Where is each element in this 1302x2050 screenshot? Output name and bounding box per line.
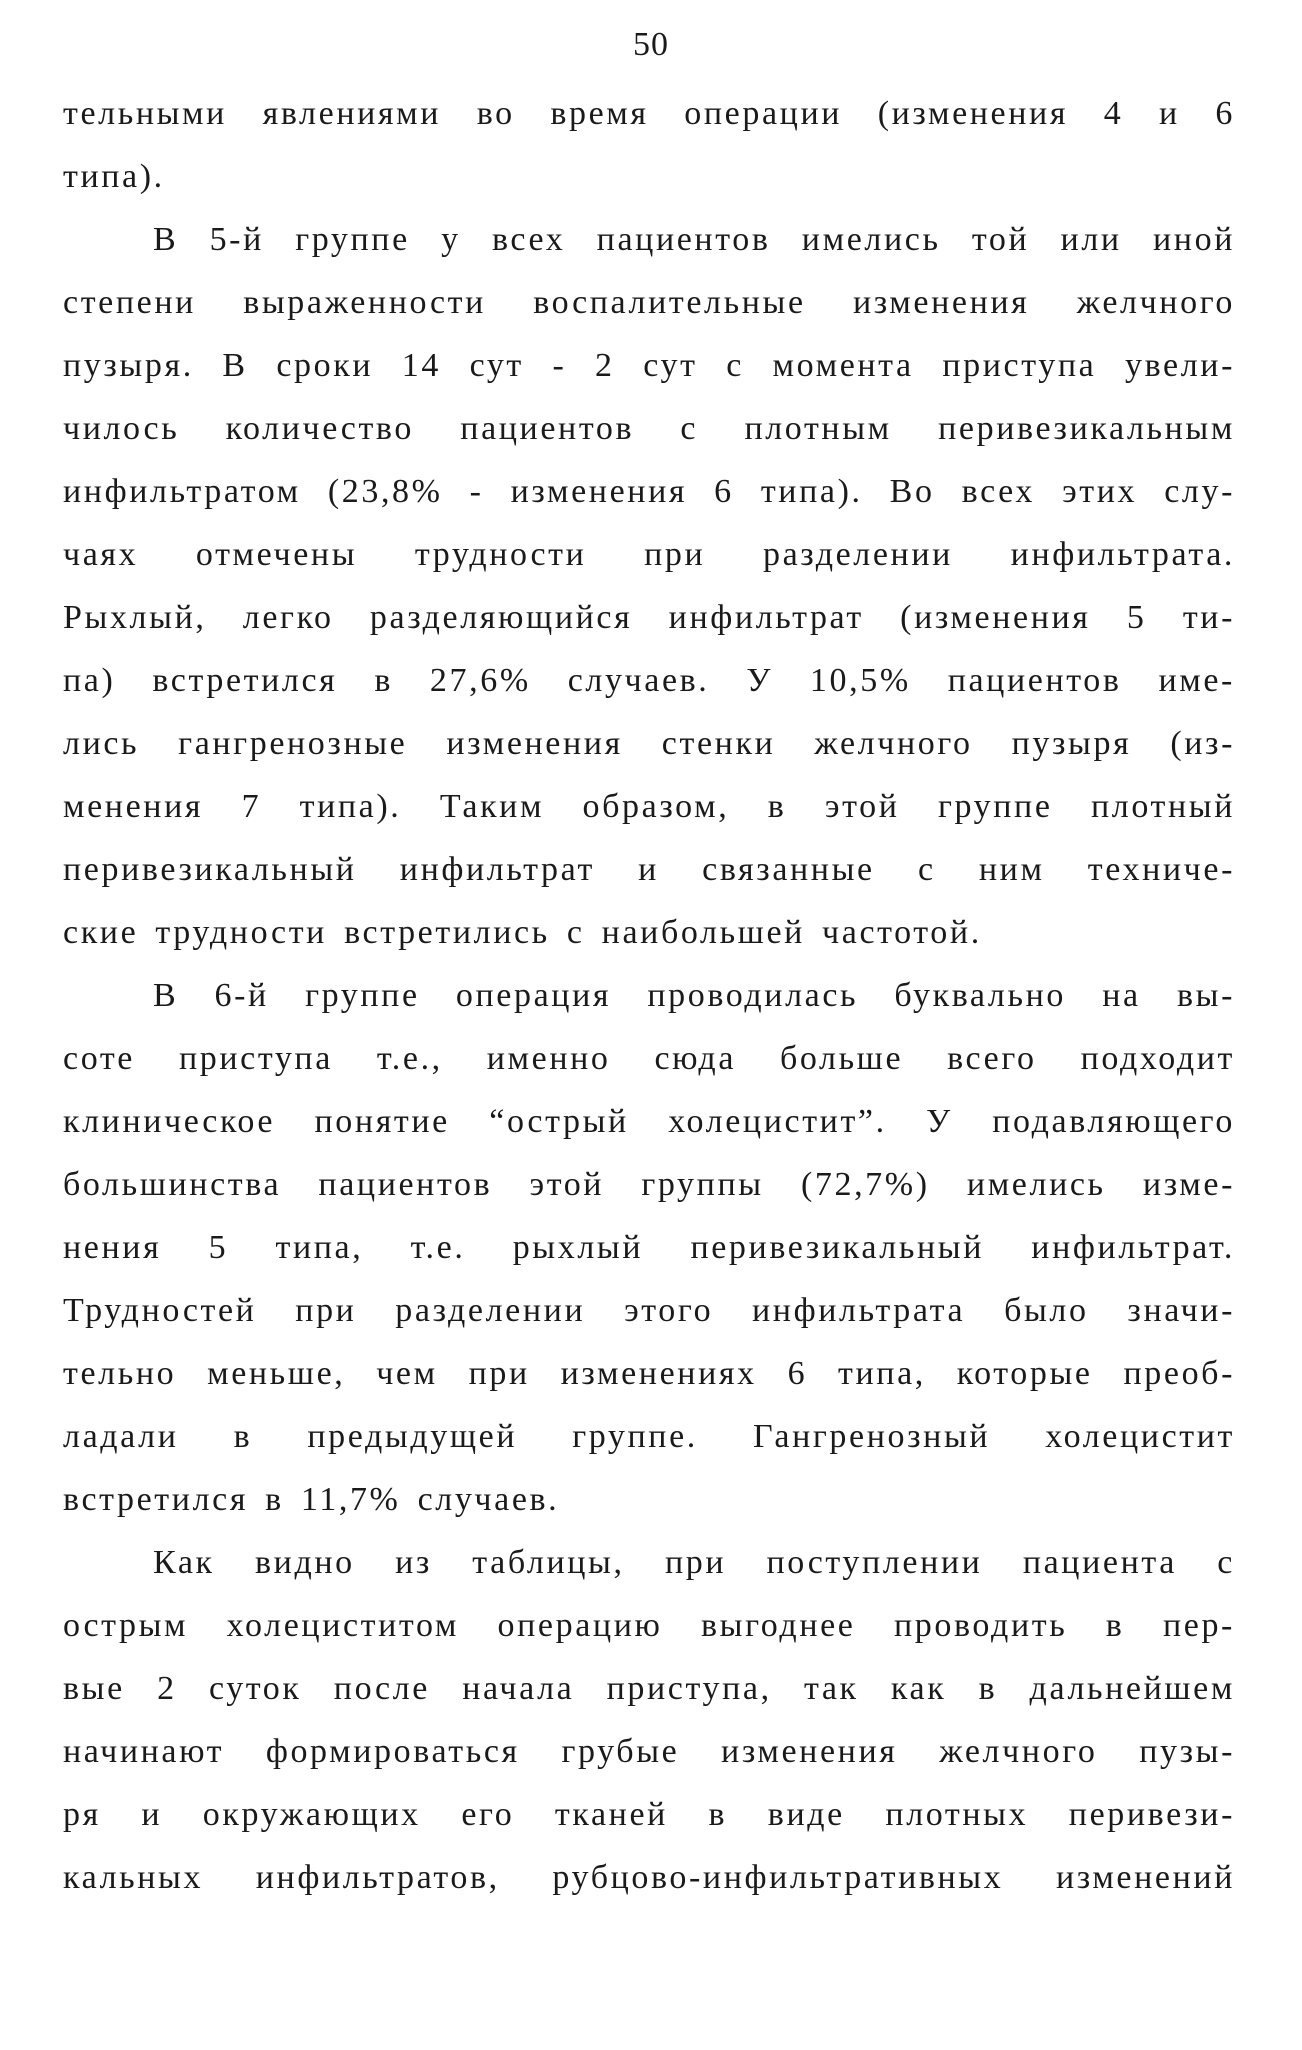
body-text	[63, 82, 1235, 1909]
text-line: менения 7 типа). Таким образом, в этой группе плотный	[63, 788, 1235, 825]
text-line: острым холециститом операцию выгоднее проводить в пер-	[63, 1607, 1235, 1644]
text-line: чилось количество пациентов с плотным перивезикальным	[63, 410, 1235, 447]
text-line: В 5-й группе у всех пациентов имелись той или иной	[153, 221, 1235, 258]
text-line: Как видно из таблицы, при поступлении пациента с	[153, 1544, 1235, 1581]
text-line: клиническое понятие “острый холецистит”. У подавляющего	[63, 1103, 1235, 1140]
text-line: Трудностей при разделении этого инфильтрата было значи-	[63, 1292, 1235, 1329]
text-line: ские трудности встретились с наибольшей частотой.	[63, 914, 982, 951]
text-line: ря и окружающих его тканей в виде плотных перивези-	[63, 1796, 1235, 1833]
text-line: начинают формироваться грубые изменения желчного пузы-	[63, 1733, 1235, 1770]
text-line: типа).	[63, 158, 165, 195]
text-line: нения 5 типа, т.е. рыхлый перивезикальный инфильтрат.	[63, 1229, 1235, 1266]
text-line: степени выраженности воспалительные изменения желчного	[63, 284, 1235, 321]
text-line: тельными явлениями во время операции (изменения 4 и 6	[63, 95, 1235, 132]
text-line: В 6-й группе операция проводилась буквально на вы-	[153, 977, 1235, 1014]
text-line: соте приступа т.е., именно сюда больше всего подходит	[63, 1040, 1235, 1077]
text-line: ладали в предыдущей группе. Гангренозный холецистит	[63, 1418, 1235, 1455]
text-line: тельно меньше, чем при изменениях 6 типа, которые преоб-	[63, 1355, 1235, 1392]
text-line: инфильтратом (23,8% - изменения 6 типа). Во всех этих слу-	[63, 473, 1235, 510]
text-line: чаях отмечены трудности при разделении инфильтрата.	[63, 536, 1235, 573]
text-line: Рыхлый, легко разделяющийся инфильтрат (изменения 5 ти-	[63, 599, 1235, 636]
text-line: встретился в 11,7% случаев.	[63, 1481, 560, 1518]
text-line: лись гангренозные изменения стенки желчного пузыря (из-	[63, 725, 1235, 762]
text-line: вые 2 суток после начала приступа, так как в дальнейшем	[63, 1670, 1235, 1707]
text-line: перивезикальный инфильтрат и связанные с ним техниче-	[63, 851, 1235, 888]
page-number: 50	[633, 26, 669, 63]
text-line: большинства пациентов этой группы (72,7%) имелись изме-	[63, 1166, 1235, 1203]
text-line: пузыря. В сроки 14 сут - 2 сут с момента приступа увели-	[63, 347, 1235, 384]
text-line: кальных инфильтратов, рубцово-инфильтративных изменений	[63, 1859, 1235, 1896]
text-line: па) встретился в 27,6% случаев. У 10,5% пациентов име-	[63, 662, 1235, 699]
